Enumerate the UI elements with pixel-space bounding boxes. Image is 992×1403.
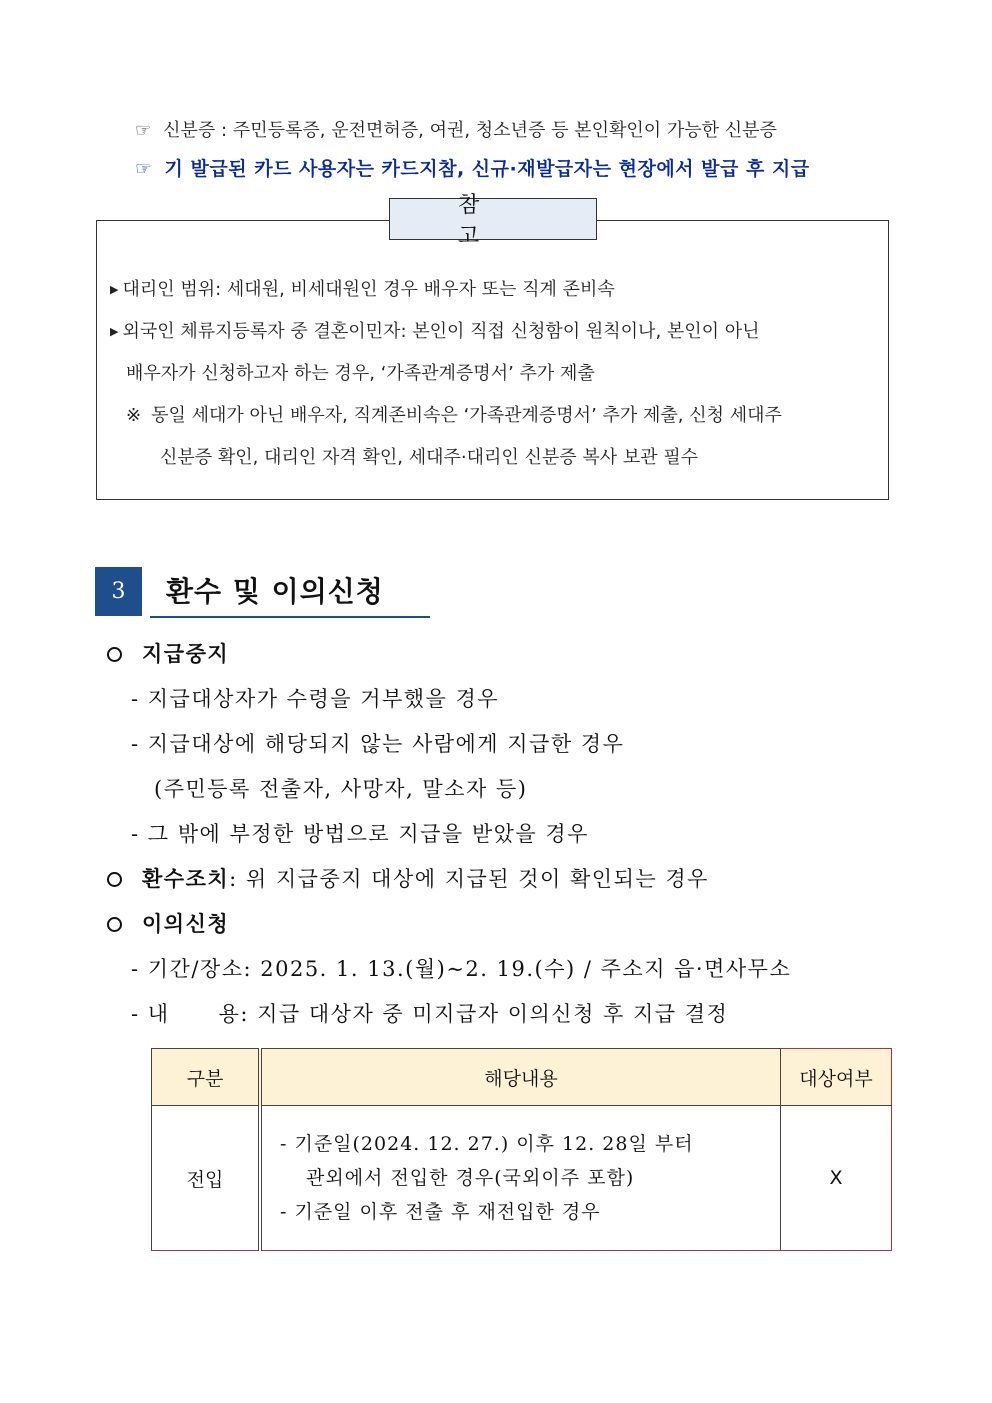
circle-bullet-icon: [107, 872, 122, 887]
circle-bullet-icon: [107, 647, 122, 662]
table-header-row: [152, 1049, 892, 1106]
section-title: 환수 및 이의신청: [166, 575, 384, 608]
reference-item-text: 외국인 체류지등록자 중 결혼이민자: 본인이 직접 신청함이 원칙이나, 본인이 아닌: [122, 321, 760, 342]
row-content-line: 관외에서 전입한 경우(국외이주 포함): [306, 1167, 635, 1189]
header-category: 구분: [152, 1049, 261, 1106]
pointing-hand-icon: ☞: [135, 158, 153, 180]
remark-text: 동일 세대가 아닌 배우자, 직계존비속은 ‘가족관계증명서’ 추가 제출, 신청 세대주: [151, 405, 782, 426]
appeal-content: - 내 용: 지급 대상자 중 미지급자 이의신청 후 지급 결정: [131, 1002, 729, 1026]
header-content: 해당내용: [260, 1049, 781, 1106]
stop-item: - 그 밖에 부정한 방법으로 지급을 받았을 경우: [131, 822, 589, 846]
recovery-heading: 환수조치: [142, 866, 230, 891]
triangle-bullet-icon: ▶: [110, 325, 119, 338]
reference-title: 참고: [389, 198, 597, 240]
reference-remark: [126, 401, 782, 427]
card-note-text: 기 발급된 카드 사용자는 카드지참, 신규·재발급자는 현장에서 발급 후 지급: [164, 158, 810, 180]
stop-item: - 지급대상에 해당되지 않는 사람에게 지급한 경우: [131, 732, 625, 756]
reference-item-continued: 배우자가 신청하고자 하는 경우, ‘가족관계증명서’ 추가 제출: [126, 363, 595, 384]
reference-mark-icon: ※: [126, 405, 142, 426]
stop-heading-text: 지급중지: [142, 641, 230, 666]
appeal-period: - 기간/장소: 2025. 1. 13.(월)∼2. 19.(수) / 주소지 읍·면사무소: [131, 957, 792, 981]
eligibility-table: [151, 1048, 892, 1251]
recovery-line: [107, 863, 709, 893]
row-content: [260, 1106, 781, 1251]
reference-item: [110, 317, 760, 343]
triangle-bullet-icon: ▶: [110, 283, 119, 296]
recovery-text: : 위 지급중지 대상에 지급된 것이 확인되는 경우: [229, 867, 709, 891]
section-number: 3: [95, 567, 142, 616]
table-row: [152, 1106, 892, 1251]
row-eligible: X: [781, 1106, 892, 1251]
reference-item: [110, 275, 615, 301]
stop-item: - 지급대상자가 수령을 거부했을 경우: [131, 687, 500, 711]
appeal-heading-text: 이의신청: [142, 911, 230, 936]
section-underline: [150, 616, 430, 618]
row-content-line: - 기준일 이후 전출 후 재전입한 경우: [280, 1201, 601, 1223]
pointing-hand-icon: ☞: [135, 120, 152, 141]
reference-item-text: 대리인 범위: 세대원, 비세대원인 경우 배우자 또는 직계 존비속: [122, 279, 615, 300]
row-category: 전입: [152, 1106, 261, 1251]
circle-bullet-icon: [107, 917, 122, 932]
id-note: [135, 116, 777, 142]
row-content-line: - 기준일(2024. 12. 27.) 이후 12. 28일 부터: [280, 1133, 694, 1155]
stop-item-note: (주민등록 전출자, 사망자, 말소자 등): [154, 777, 528, 801]
id-note-text: 신분증 : 주민등록증, 운전면허증, 여권, 청소년증 등 본인확인이 가능한 신분증: [163, 120, 777, 141]
reference-remark-continued: 신분증 확인, 대리인 자격 확인, 세대주·대리인 신분증 복사 보관 필수: [160, 447, 699, 468]
stop-heading: [107, 638, 229, 668]
appeal-heading: [107, 908, 229, 938]
card-note: [135, 154, 810, 181]
header-eligible: 대상여부: [781, 1049, 892, 1106]
